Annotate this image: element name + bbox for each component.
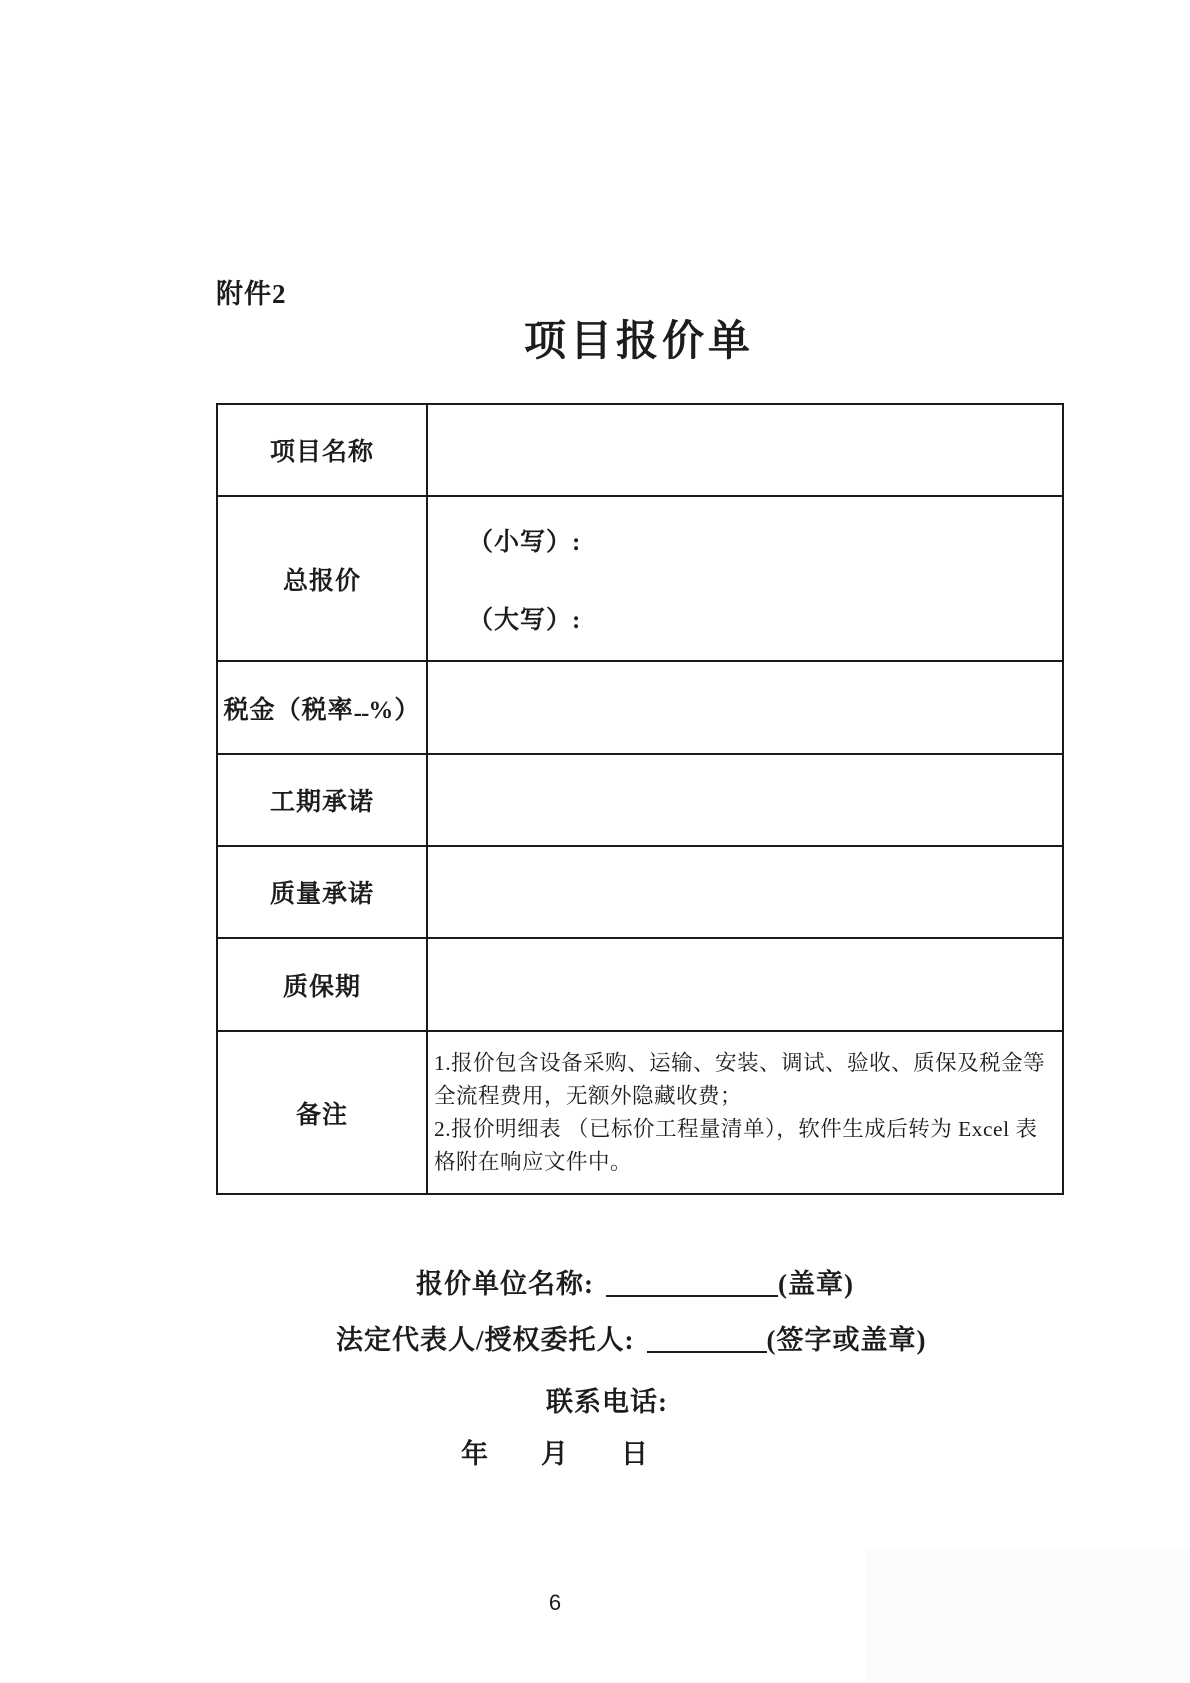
table-row-project-name xyxy=(217,404,1063,496)
table-row-total-price xyxy=(217,496,1063,661)
duration-commitment-label: 工期承诺 xyxy=(217,754,427,846)
total-price-numeric-label: （小写）: xyxy=(468,528,582,556)
remarks-value-cell xyxy=(427,1031,1063,1194)
company-signature-line xyxy=(416,1262,854,1301)
table-row-duration-commitment xyxy=(217,754,1063,846)
remarks-text xyxy=(428,1041,1062,1185)
date-month-label: 月 xyxy=(541,1439,569,1469)
phone-line xyxy=(546,1380,668,1419)
quotation-table xyxy=(216,403,1064,1195)
date-day-label: 日 xyxy=(621,1439,649,1469)
table-row-warranty-period xyxy=(217,938,1063,1031)
tax-rate-blank: -- xyxy=(353,699,369,727)
remark-item-2: 2.报价明细表 （已标价工程量清单），软件生成后转为 Excel 表格附在响应文件中。 xyxy=(434,1116,1038,1174)
total-price-value-cell xyxy=(427,496,1063,661)
phone-label: 联系电话: xyxy=(546,1387,668,1417)
duration-commitment-value-cell xyxy=(427,754,1063,846)
quality-commitment-label: 质量承诺 xyxy=(217,846,427,938)
date-line xyxy=(0,1432,1110,1471)
tax-label-suffix: %） xyxy=(368,696,421,724)
tax-label-prefix: 税金（税率 xyxy=(223,696,354,724)
total-price-words-label: （大写）: xyxy=(468,606,582,634)
company-seal-label: (盖章) xyxy=(778,1269,854,1299)
warranty-period-label: 质保期 xyxy=(217,938,427,1031)
representative-label: 法定代表人/授权委托人: xyxy=(336,1325,635,1355)
page-title: 项目报价单 xyxy=(523,319,754,365)
remarks-label: 备注 xyxy=(217,1031,427,1194)
scan-artifact-shade-2 xyxy=(1138,1562,1190,1672)
tax-label xyxy=(217,661,427,754)
date-year-label: 年 xyxy=(461,1439,489,1469)
total-price-lines xyxy=(428,522,1062,636)
quality-commitment-value-cell xyxy=(427,846,1063,938)
table-row-quality-commitment xyxy=(217,846,1063,938)
company-name-label: 报价单位名称: xyxy=(416,1269,594,1299)
remark-item-1: 1.报价包含设备采购、运输、安装、调试、验收、质保及税金等全流程费用，无额外隐藏收费； xyxy=(434,1050,1046,1108)
table-row-tax xyxy=(217,661,1063,754)
table-row-remarks xyxy=(217,1031,1063,1194)
warranty-period-value-cell xyxy=(427,938,1063,1031)
project-name-label: 项目名称 xyxy=(217,404,427,496)
total-price-label: 总报价 xyxy=(217,496,427,661)
representative-signature-line xyxy=(336,1318,926,1357)
representative-seal-label: (签字或盖章) xyxy=(766,1325,927,1355)
representative-blank xyxy=(647,1325,767,1353)
company-name-blank xyxy=(606,1269,778,1297)
project-name-value-cell xyxy=(427,404,1063,496)
attachment-label: 附件2 xyxy=(216,279,287,309)
page-number: 6 xyxy=(548,1590,562,1615)
tax-value-cell xyxy=(427,661,1063,754)
